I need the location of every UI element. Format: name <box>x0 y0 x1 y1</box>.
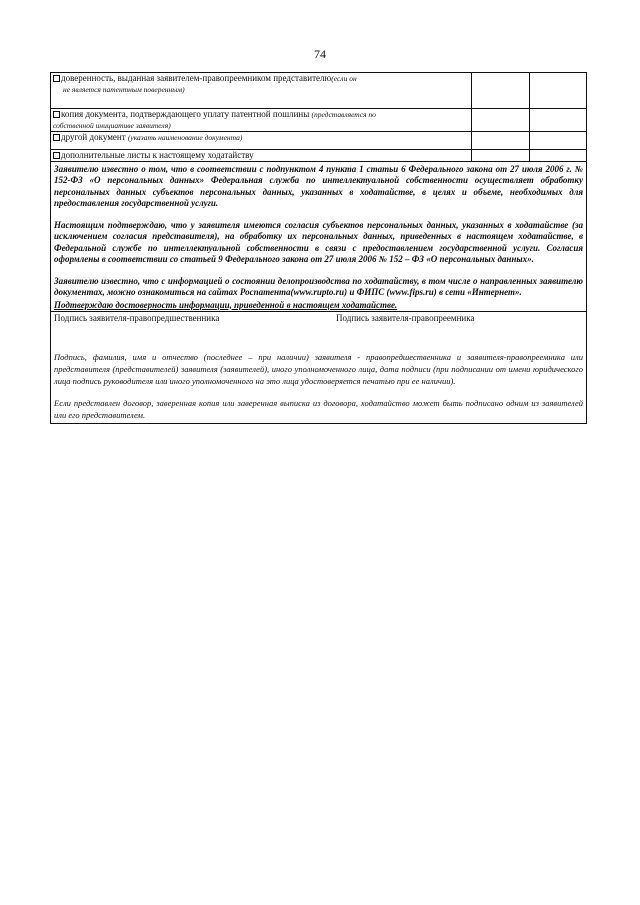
signature-note-2: Если представлен договор, заверенная копия или заверенная выписка из договора, ходатайство может быть подписано одним из заявителей или его представителем. <box>54 397 583 420</box>
consent-paragraph-2: Настоящим подтверждаю, что у заявителя имеются согласия субъектов персональных данных, указанных в ходатайстве (за исключением согласия представителя), на обработку их персональных данных, приведенных в настоящем ходатайстве, в Федеральной службе по интеллектуальной собственности в связи с предоставлением государственной услуги. Согласия оформлены в соответствии со статьей 9 Федерального закона от 27 июля 2006 № 152 – ФЗ «О персональных данных». <box>54 219 583 264</box>
attachment-checkbox[interactable] <box>53 134 60 141</box>
attachment-copies-cell[interactable] <box>529 131 586 149</box>
confirmation-statement: Подтверждаю достоверность информации, приведенной в настоящем ходатайстве. <box>51 299 586 312</box>
personal-data-consent <box>51 162 586 299</box>
attachment-label: доверенность, выданная заявителем-правопреемником представителю <box>61 73 332 83</box>
attachment-pages-cell[interactable] <box>471 131 529 149</box>
page-number: 74 <box>314 47 326 61</box>
consent-paragraph-3: Заявителю известно, что с информацией о состоянии делопроизводства по ходатайству, в том числе о направленных заявителю документах, можно ознакомиться на сайтах Роспатента(www.rupto.ru) и ФИПС (www.fips.ru) в сети «Интернет». <box>54 275 583 297</box>
signature-left-label: Подпись заявителя-правопредшественника <box>54 312 220 323</box>
attachment-pages-cell[interactable] <box>471 149 529 161</box>
attachment-pages-cell[interactable] <box>471 73 529 108</box>
signature-note-1: Подпись, фамилия, имя и отчество (последнее – при наличии) заявителя - правопредшественника и заявителя-правопреемника или представителя (представителей) заявителя (заявителей), иного уполномоченного лица, дата подписи (при подписании от имени юридического лица подпись руководителя или иного уполномоченного на это лица удостоверяется печатью при ее наличии). <box>54 351 583 386</box>
attachment-note: (если он <box>331 74 357 83</box>
attachment-checkbox[interactable] <box>53 152 60 159</box>
attachment-cell <box>51 108 471 131</box>
attachment-note: (указать наименование документа) <box>127 132 243 142</box>
attachment-cell <box>51 131 471 149</box>
signature-notes <box>51 325 586 423</box>
attachment-row-other-document <box>51 131 586 149</box>
consent-paragraph-1: Заявителю известно о том, что в соответствии с подпунктом 4 пункта 1 статьи 6 Федерального закона от 27 июля 2006 г. № 152-ФЗ «О персональных данных» Федеральная служба по интеллектуальной собственности осуществляет обработку персональных данных субъектов персональных данных, указанных в ходатайстве, в целях и объеме, необходимых для предоставления государственной услуги. <box>54 163 583 208</box>
attachment-note-line2: не является патентным поверенным) <box>63 85 185 94</box>
attachment-label: копия документа, подтверждающего уплату патентной пошлины <box>61 108 310 119</box>
attachment-note-line2: собственной инициативе заявителя) <box>53 120 171 130</box>
petition-form-box <box>50 72 587 424</box>
attachment-copies-cell[interactable] <box>529 73 586 108</box>
attachment-copies-cell[interactable] <box>529 108 586 131</box>
attachment-checkbox[interactable] <box>53 111 60 118</box>
signature-labels-row <box>51 312 586 325</box>
attachment-label: дополнительные листы к настоящему ходатайству <box>61 149 254 160</box>
attachment-row-additional-sheets <box>51 149 586 161</box>
attachment-label: другой документ <box>61 131 126 142</box>
attachment-note: (представляется по <box>311 109 376 119</box>
signature-right-label: Подпись заявителя-правопреемника <box>336 312 475 323</box>
attachment-pages-cell[interactable] <box>471 108 529 131</box>
attachment-cell <box>51 149 471 161</box>
attachment-checkbox[interactable] <box>53 75 60 82</box>
attachment-row-fee-document <box>51 108 586 131</box>
attachment-copies-cell[interactable] <box>529 149 586 161</box>
attachments-table <box>51 73 586 162</box>
attachment-cell <box>51 73 471 108</box>
attachment-row-power-of-attorney <box>51 73 586 108</box>
